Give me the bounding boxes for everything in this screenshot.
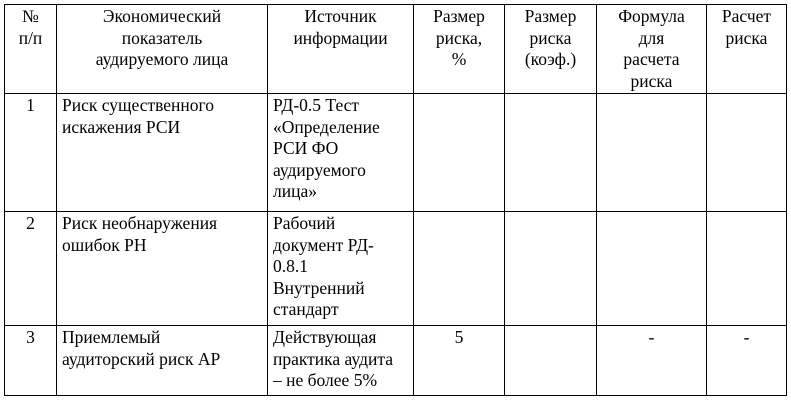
row-source-line: Действующая (273, 327, 377, 347)
row-indicator (57, 94, 268, 212)
header-indicator-line: аудируемого лица (95, 49, 229, 69)
row-indicator (57, 212, 268, 326)
header-size-coef (505, 5, 597, 94)
header-size-percent-line: Размер (433, 6, 485, 26)
row-source-line: стандарт (273, 299, 339, 319)
row-calc (707, 212, 787, 326)
row-indicator-line: аудиторский риск АР (62, 348, 221, 369)
header-num-line: п/п (18, 27, 43, 48)
header-size-coef-line: риска (529, 27, 572, 48)
header-formula-line: расчета (623, 49, 680, 69)
row-source-line: РСИ ФО (273, 138, 339, 158)
header-source-line: информации (293, 27, 388, 48)
row-source-line: Рабочий (273, 213, 336, 233)
row-source-line: «Определение (273, 116, 380, 137)
row-source (268, 212, 414, 326)
header-source-line: Источник (304, 6, 377, 26)
table-row (5, 326, 787, 396)
header-num-line: № (22, 6, 39, 26)
header-source (268, 5, 414, 94)
header-indicator-line: Экономический (102, 6, 222, 26)
row-size-percent: 5 (414, 326, 505, 396)
header-formula-line: для (638, 27, 665, 48)
row-source-line: документ РД- (273, 234, 374, 255)
table-row (5, 94, 787, 212)
header-formula-line: Формула (618, 6, 685, 26)
row-source-line: аудируемого (273, 159, 366, 180)
row-source-line: лица» (273, 181, 317, 201)
row-indicator-line: искажения РСИ (62, 116, 181, 137)
row-size-coef (505, 326, 597, 396)
row-calc (707, 94, 787, 212)
row-source-line: – не более 5% (273, 370, 378, 390)
table-row (5, 212, 787, 326)
row-source (268, 326, 414, 396)
header-size-percent-line: риска, (435, 27, 483, 48)
header-formula-line: риска (630, 70, 673, 91)
risk-table (4, 4, 787, 396)
row-num: 3 (5, 326, 57, 396)
header-calc-line: Расчет (721, 6, 772, 26)
header-indicator (57, 5, 268, 94)
header-indicator-line: показатель (121, 27, 203, 48)
row-indicator (57, 326, 268, 396)
row-formula (597, 94, 707, 212)
row-size-percent (414, 94, 505, 212)
row-num: 1 (5, 94, 57, 212)
row-size-coef (505, 94, 597, 212)
row-size-percent (414, 212, 505, 326)
row-source-line: РД-0.5 Тест (273, 95, 360, 115)
row-source-line: практика аудита (273, 348, 393, 369)
header-calc (707, 5, 787, 94)
header-num (5, 5, 57, 94)
row-source-line: 0.8.1 (273, 256, 308, 276)
row-num: 2 (5, 212, 57, 326)
header-calc-line: риска (725, 27, 768, 48)
row-source (268, 94, 414, 212)
row-formula (597, 212, 707, 326)
row-indicator-line: Риск необнаружения (62, 213, 218, 233)
row-size-coef (505, 212, 597, 326)
row-calc: - (707, 326, 787, 396)
header-size-coef-line: Размер (524, 6, 577, 26)
row-indicator-line: ошибок РН (62, 234, 147, 255)
header-size-percent-line: % (451, 49, 467, 69)
header-formula (597, 5, 707, 94)
row-indicator-line: Приемлемый (62, 327, 161, 347)
row-source-line: Внутренний (273, 277, 365, 298)
header-size-percent (414, 5, 505, 94)
row-indicator-line: Риск существенного (62, 95, 215, 115)
header-row (5, 5, 787, 94)
row-formula: - (597, 326, 707, 396)
header-size-coef-line: (коэф.) (524, 49, 577, 69)
